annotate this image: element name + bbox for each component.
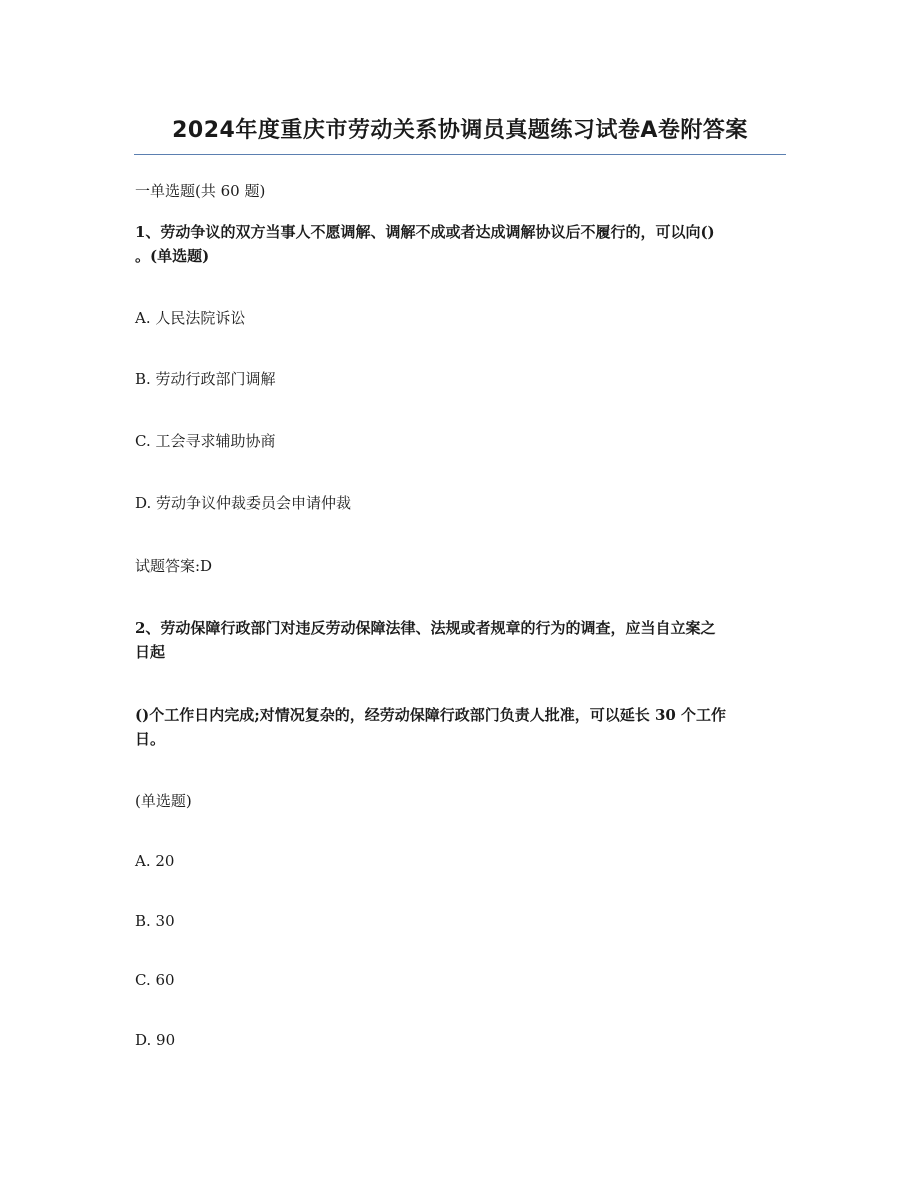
question-2-stem-line-1: 2、劳动保障行政部门对违反劳动保障法律、法规或者规章的行为的调查，应当自立案之 [135, 619, 716, 637]
section-heading: 一单选题(共 60 题) [135, 182, 266, 200]
question-2-option-a: A. 20 [135, 852, 175, 870]
question-2-option-c: C. 60 [135, 971, 175, 989]
question-1-stem-line-1: 1、劳动争议的双方当事人不愿调解、调解不成或者达成调解协议后不履行的，可以向() [135, 223, 715, 241]
question-2-stem-line-5: (单选题) [135, 792, 192, 810]
question-1-stem-line-2: 。(单选题) [135, 247, 210, 265]
question-2-stem-line-3: ()个工作日内完成;对情况复杂的，经劳动保障行政部门负责人批准，可以延长 30 个工作 [135, 706, 727, 724]
question-1-option-c: C. 工会寻求辅助协商 [135, 432, 276, 450]
question-2-option-b: B. 30 [135, 912, 175, 930]
question-1-option-b: B. 劳动行政部门调解 [135, 370, 276, 388]
title-underline [134, 154, 786, 155]
question-1-option-d: D. 劳动争议仲裁委员会申请仲裁 [135, 494, 352, 512]
document-title: 2024年度重庆市劳动关系协调员真题练习试卷A卷附答案 [172, 118, 748, 143]
question-1-answer: 试题答案:D [135, 557, 213, 575]
question-2-stem-line-2: 日起 [135, 643, 166, 661]
question-2-stem-line-4: 日。 [135, 730, 166, 748]
question-1-option-a: A. 人民法院诉讼 [135, 309, 246, 327]
question-2-option-d: D. 90 [135, 1031, 176, 1049]
